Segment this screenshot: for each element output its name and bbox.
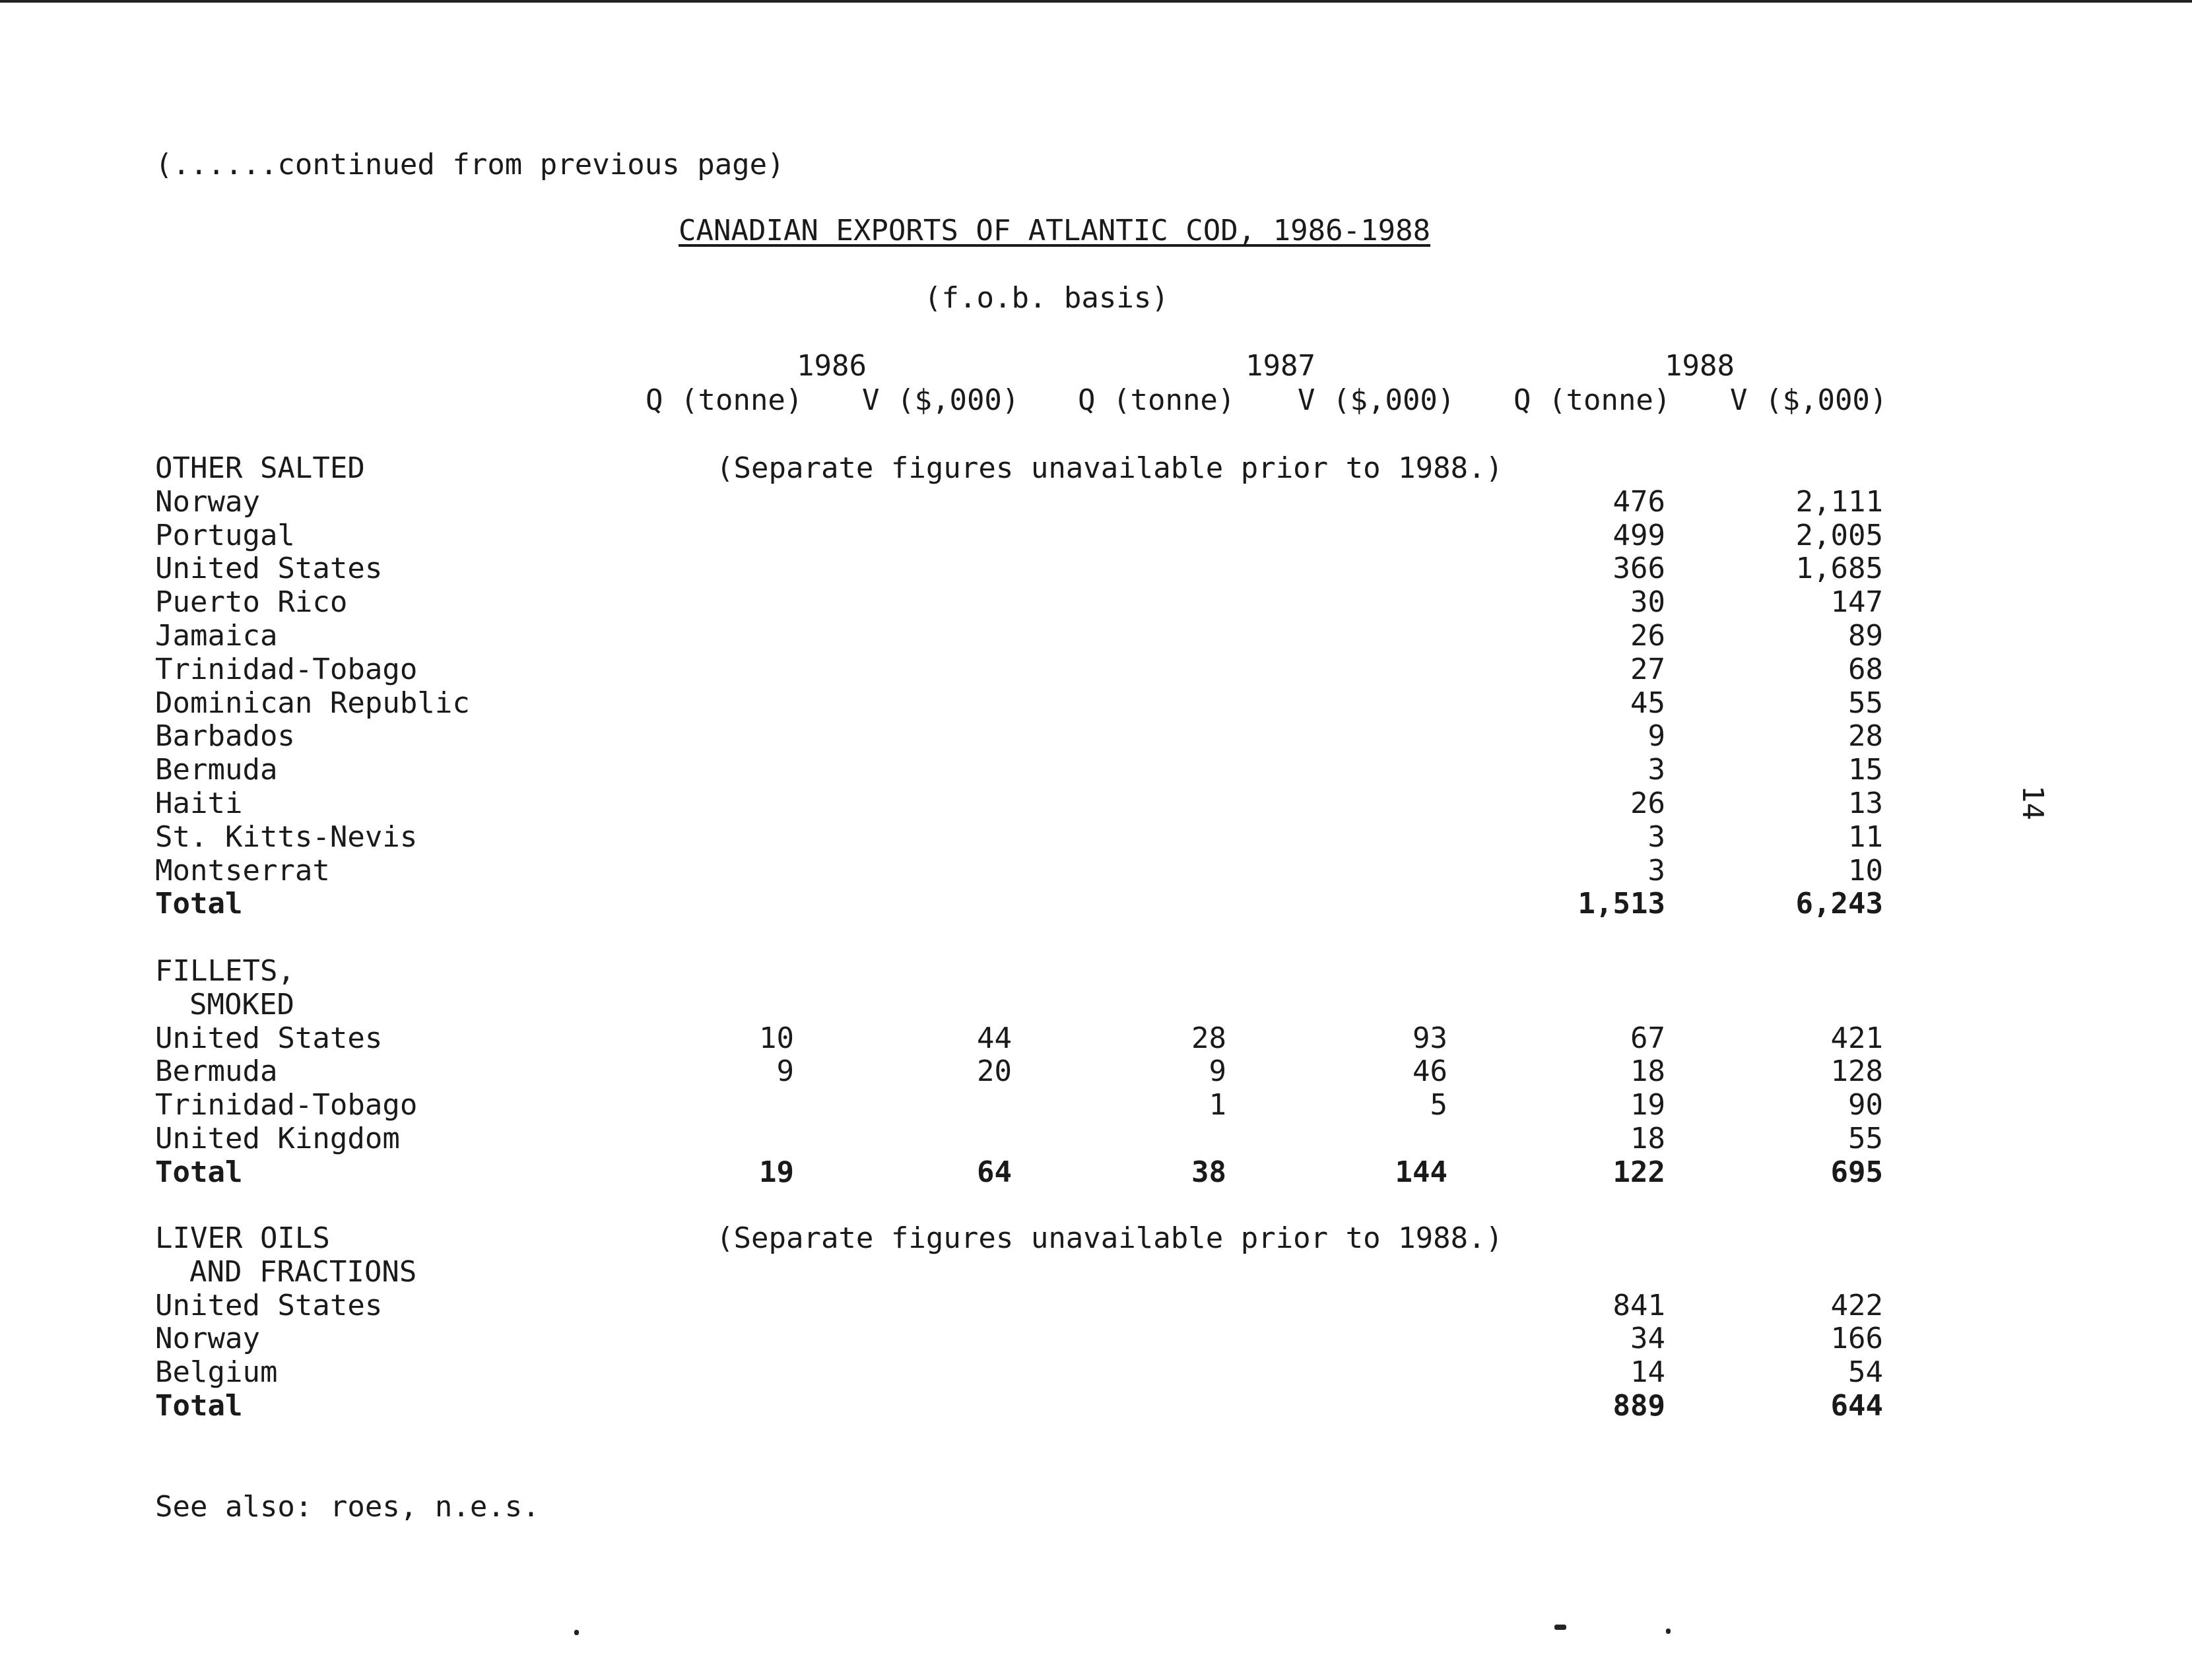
column-header: Q (tonne) xyxy=(1078,383,1236,417)
table-cell: 9 xyxy=(1209,1054,1226,1089)
table-cell: 2,111 xyxy=(1795,484,1883,519)
table-cell: 89 xyxy=(1848,619,1883,653)
table-cell: 3 xyxy=(1647,853,1665,888)
table-cell: 11 xyxy=(1848,820,1883,854)
row-label: Puerto Rico xyxy=(155,585,348,620)
row-label: United States xyxy=(155,552,383,586)
row-label: Dominican Republic xyxy=(155,686,470,720)
year-header: 1987 xyxy=(1245,349,1315,383)
section-heading: SMOKED xyxy=(189,987,294,1021)
row-label: United States xyxy=(155,1288,383,1322)
table-cell: 147 xyxy=(1830,585,1883,620)
table-cell: 1 xyxy=(1209,1088,1226,1122)
table-cell: 55 xyxy=(1848,1122,1883,1155)
row-label: Bermuda xyxy=(155,753,278,787)
total-cell: 144 xyxy=(1395,1155,1447,1189)
table-cell: 841 xyxy=(1612,1288,1665,1322)
table-cell: 1,685 xyxy=(1795,552,1883,586)
total-cell: 38 xyxy=(1191,1155,1226,1189)
table-cell: 476 xyxy=(1612,484,1665,519)
total-cell: 1,513 xyxy=(1578,887,1665,921)
table-cell: 68 xyxy=(1848,652,1883,686)
table-cell: 499 xyxy=(1612,518,1665,552)
section-heading: OTHER SALTED xyxy=(155,451,365,485)
table-cell: 34 xyxy=(1630,1322,1665,1356)
total-label: Total xyxy=(155,1155,243,1189)
table-cell: 128 xyxy=(1830,1054,1883,1089)
table-cell: 421 xyxy=(1830,1021,1883,1055)
table-cell: 15 xyxy=(1848,753,1883,787)
table-cell: 3 xyxy=(1647,820,1665,854)
table-cell: 166 xyxy=(1830,1322,1883,1356)
table-cell: 27 xyxy=(1630,652,1665,686)
year-header: 1988 xyxy=(1665,349,1735,383)
table-cell: 93 xyxy=(1412,1021,1447,1055)
table-cell: 54 xyxy=(1848,1355,1883,1390)
table-cell: 26 xyxy=(1630,787,1665,820)
table-cell: 55 xyxy=(1848,686,1883,720)
table-cell: 90 xyxy=(1848,1088,1883,1122)
total-label: Total xyxy=(155,1389,243,1423)
page-subtitle: (f.o.b. basis) xyxy=(924,281,1169,315)
row-label: Norway xyxy=(155,484,260,519)
section-heading: LIVER OILS xyxy=(155,1221,330,1255)
section-heading: AND FRACTIONS xyxy=(189,1254,417,1289)
table-cell: 19 xyxy=(1630,1088,1665,1122)
row-label: United States xyxy=(155,1021,383,1055)
row-label: Jamaica xyxy=(155,619,278,653)
table-cell: 14 xyxy=(1630,1355,1665,1390)
section-note: (Separate figures unavailable prior to 1988.) xyxy=(716,1221,1504,1255)
table-cell: 422 xyxy=(1830,1288,1883,1322)
row-label: Trinidad-Tobago xyxy=(155,1088,418,1122)
table-cell: 44 xyxy=(977,1021,1012,1055)
see-also-note: See also: roes, n.e.s. xyxy=(155,1490,540,1524)
table-cell: 3 xyxy=(1647,753,1665,787)
table-cell: 26 xyxy=(1630,619,1665,653)
table-cell: 10 xyxy=(759,1021,794,1055)
page-number: 14 xyxy=(2016,785,2049,820)
table-cell: 28 xyxy=(1191,1021,1226,1055)
column-header: V ($,000) xyxy=(1298,383,1455,417)
table-cell: 46 xyxy=(1412,1054,1447,1089)
row-label: Belgium xyxy=(155,1355,278,1390)
scan-speck xyxy=(1554,1625,1566,1630)
table-cell: 18 xyxy=(1630,1122,1665,1155)
table-cell: 18 xyxy=(1630,1054,1665,1089)
scan-speck xyxy=(574,1630,579,1635)
total-cell: 695 xyxy=(1830,1155,1883,1189)
year-header: 1986 xyxy=(797,349,867,383)
total-cell: 889 xyxy=(1612,1389,1665,1423)
scan-speck xyxy=(1666,1629,1671,1634)
row-label: Portugal xyxy=(155,518,295,552)
table-cell: 5 xyxy=(1430,1088,1447,1122)
table-cell: 10 xyxy=(1848,853,1883,888)
column-header: V ($,000) xyxy=(1730,383,1888,417)
row-label: Montserrat xyxy=(155,853,330,888)
total-cell: 64 xyxy=(977,1155,1012,1189)
table-cell: 67 xyxy=(1630,1021,1665,1055)
continued-note: (......continued from previous page) xyxy=(155,148,785,181)
total-label: Total xyxy=(155,887,243,921)
row-label: United Kingdom xyxy=(155,1122,400,1155)
table-cell: 366 xyxy=(1612,552,1665,586)
table-cell: 30 xyxy=(1630,585,1665,620)
table-cell: 9 xyxy=(776,1054,794,1089)
column-header: Q (tonne) xyxy=(1513,383,1671,417)
table-cell: 28 xyxy=(1848,719,1883,754)
table-cell: 45 xyxy=(1630,686,1665,720)
row-label: St. Kitts-Nevis xyxy=(155,820,418,854)
table-cell: 20 xyxy=(977,1054,1012,1089)
total-cell: 19 xyxy=(759,1155,794,1189)
row-label: Bermuda xyxy=(155,1054,278,1089)
total-cell: 644 xyxy=(1830,1389,1883,1423)
page-title: CANADIAN EXPORTS OF ATLANTIC COD, 1986-1988 xyxy=(679,214,1431,247)
row-label: Barbados xyxy=(155,719,295,754)
total-cell: 6,243 xyxy=(1795,887,1883,921)
row-label: Trinidad-Tobago xyxy=(155,652,418,686)
section-heading: FILLETS, xyxy=(155,954,295,988)
total-cell: 122 xyxy=(1612,1155,1665,1189)
table-cell: 13 xyxy=(1848,787,1883,820)
table-cell: 9 xyxy=(1647,719,1665,754)
table-cell: 2,005 xyxy=(1795,518,1883,552)
top-border-line xyxy=(0,0,2192,3)
row-label: Norway xyxy=(155,1322,260,1356)
column-header: Q (tonne) xyxy=(646,383,803,417)
column-header: V ($,000) xyxy=(862,383,1020,417)
section-note: (Separate figures unavailable prior to 1988.) xyxy=(716,451,1504,485)
row-label: Haiti xyxy=(155,787,243,820)
